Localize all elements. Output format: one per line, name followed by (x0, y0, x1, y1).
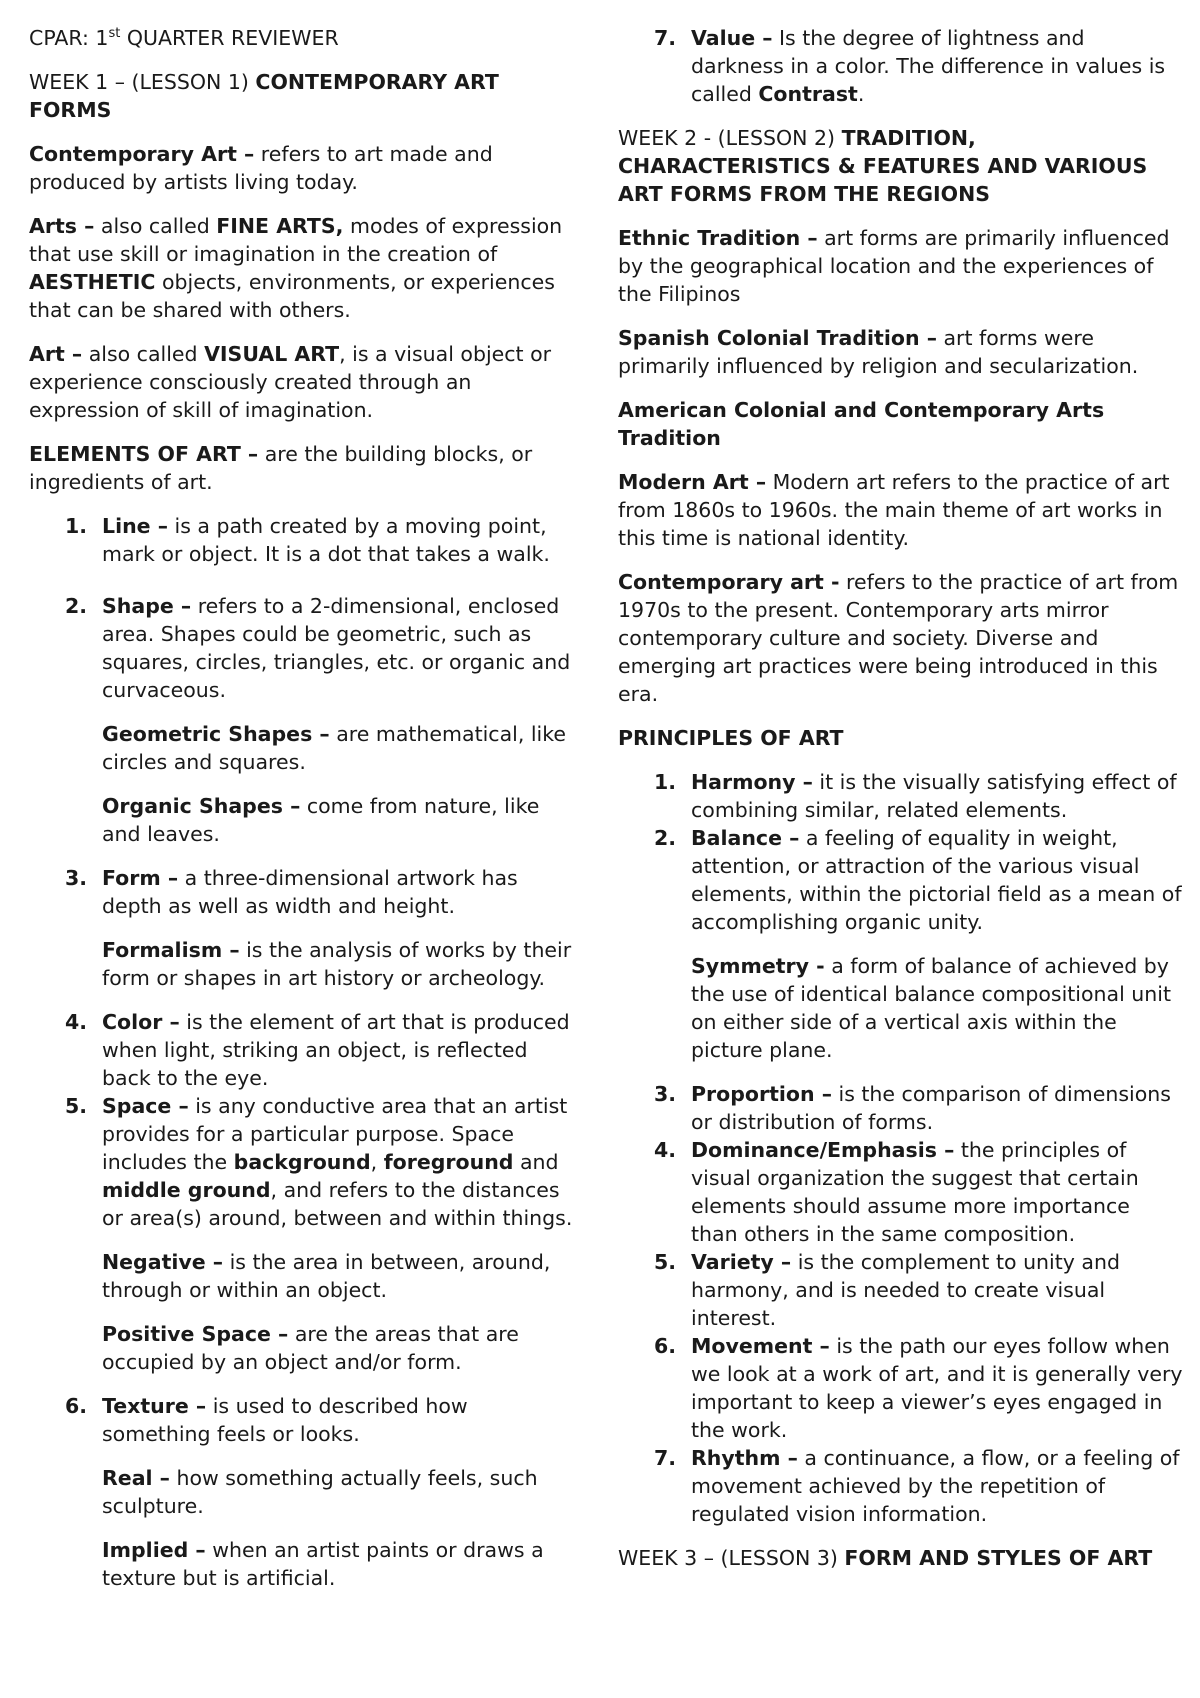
sub-geometric-shapes: Geometric Shapes – are mathematical, like circles and squares. (102, 722, 567, 774)
def-elements-of-art: ELEMENTS OF ART – are the building blocks, or ingredients of art. (29, 442, 533, 494)
def-spanish-colonial: Spanish Colonial Tradition – art forms were primarily influenced by religion and secularization. (618, 326, 1139, 378)
def-arts: Arts – also called FINE ARTS, modes of expression that use skill or imagination in the creation of AESTHETIC objects, environments, or experiences that can be shared with others. (29, 214, 563, 322)
principle-variety: 5. Variety – is the complement to unity and harmony, and is needed to create visual interest. (654, 1250, 1121, 1330)
def-contemporary-art: Contemporary Art – refers to art made and produced by artists living today. (29, 142, 493, 194)
principle-harmony: 1. Harmony – it is the visually satisfying effect of combining similar, related elements. (654, 770, 1177, 822)
principle-movement: 6. Movement – is the path our eyes follow when we look at a work of art, and it is generally very important to keep a viewer’s eyes engaged in the work. (654, 1334, 1183, 1442)
element-color: 4. Color – is the element of art that is produced when light, striking an object, is reflected back to the eye. (65, 1010, 570, 1090)
sub-symmetry: Symmetry - a form of balance of achieved by the use of identical balance compositional unit on either side of a vertical axis within the picture plane. (691, 954, 1172, 1062)
principle-dominance: 4. Dominance/Emphasis – the principles of visual organization the suggest that certain elements should assume more importance than others in the same composition. (654, 1138, 1139, 1246)
week2-heading: WEEK 2 - (LESSON 2) TRADITION, CHARACTERISTICS & FEATURES AND VARIOUS ART FORMS FROM THE REGIONS (618, 126, 1148, 206)
element-line: 1. Line – is a path created by a moving point, mark or object. It is a dot that takes a walk. (65, 514, 550, 566)
sub-positive-space: Positive Space – are the areas that are occupied by an object and/or form. (102, 1322, 519, 1374)
element-space: 5. Space – is any conductive area that an artist provides for a particular purpose. Space includes the background, foreground and middle ground, and refers to the distances or area(s) around, between and within things. (65, 1094, 573, 1230)
def-contemporary-art-period: Contemporary art - refers to the practice of art from 1970s to the present. Contemporary arts mirror contemporary culture and society. Diverse and emerging art practices were being introduced in this era. (618, 570, 1179, 706)
sub-real-texture: Real – how something actually feels, such sculpture. (102, 1466, 538, 1518)
principle-balance: 2. Balance – a feeling of equality in weight, attention, or attraction of the various visual elements, within the pictorial field as a mean of accomplishing organic unity. (654, 826, 1182, 934)
sub-formalism: Formalism – is the analysis of works by their form or shapes in art history or archeology. (102, 938, 572, 990)
def-modern-art: Modern Art – Modern art refers to the practice of art from 1860s to 1960s. the main theme of art works in this time is national identity. (618, 470, 1170, 550)
element-value: 7. Value – Is the degree of lightness and darkness in a color. The difference in values is called Contrast. (654, 26, 1166, 106)
sub-organic-shapes: Organic Shapes – come from nature, like and leaves. (102, 794, 540, 846)
def-art: Art – also called VISUAL ART, is a visual object or experience consciously created through an expression of skill of imagination. (29, 342, 552, 422)
principle-rhythm: 7. Rhythm – a continuance, a flow, or a feeling of movement achieved by the repetition of regulated vision information. (654, 1446, 1180, 1526)
principles-heading: PRINCIPLES OF ART (618, 726, 844, 750)
def-ethnic-tradition: Ethnic Tradition – art forms are primarily influenced by the geographical location and the experiences of the Filipinos (618, 226, 1170, 306)
left-column (29, 24, 574, 1608)
week1-heading: WEEK 1 – (LESSON 1) CONTEMPORARY ART FORMS (29, 70, 499, 122)
right-column (618, 24, 1183, 1588)
week3-heading: WEEK 3 – (LESSON 3) FORM AND STYLES OF ART (618, 1546, 1153, 1570)
sub-implied-texture: Implied – when an artist paints or draws a texture but is artificial. (102, 1538, 544, 1590)
element-shape: 2. Shape – refers to a 2-dimensional, enclosed area. Shapes could be geometric, such as squares, circles, triangles, etc. or organic and curvaceous. (65, 594, 571, 702)
element-form: 3. Form – a three-dimensional artwork has depth as well as width and height. (65, 866, 518, 918)
def-american-colonial: American Colonial and Contemporary Arts Tradition (618, 398, 1105, 450)
sub-negative-space: Negative – is the area in between, around, through or within an object. (102, 1250, 551, 1302)
doc-header: CPAR: 1st QUARTER REVIEWER (29, 26, 339, 50)
principle-proportion: 3. Proportion – is the comparison of dimensions or distribution of forms. (654, 1082, 1171, 1134)
element-texture: 6. Texture – is used to described how something feels or looks. (65, 1394, 468, 1446)
